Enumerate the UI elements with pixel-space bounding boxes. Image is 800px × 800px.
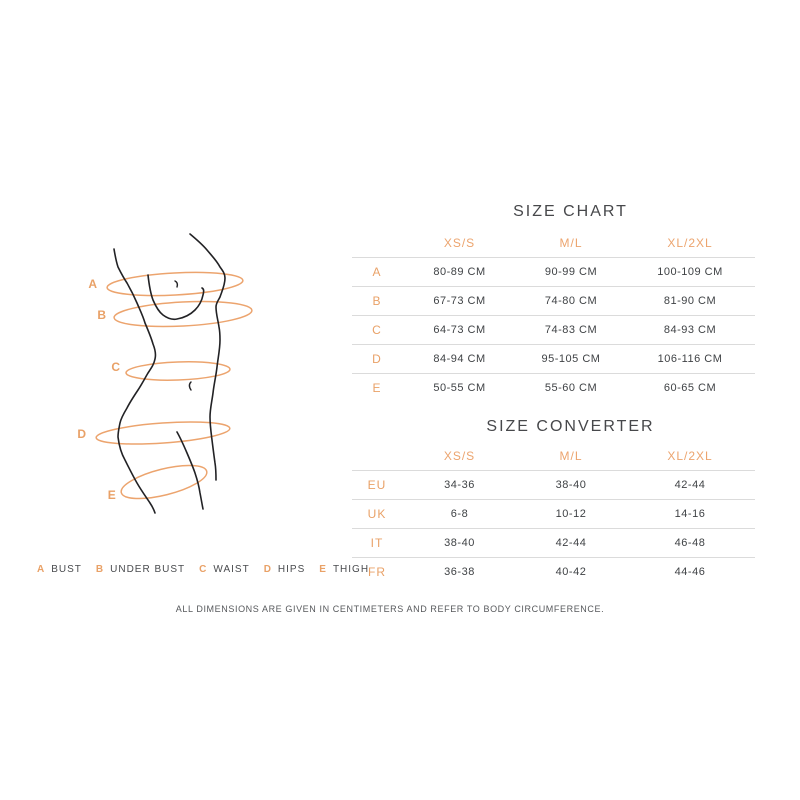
thigh-ring [118,459,210,506]
cell-value: 74-80 CM [544,295,598,307]
row-label: FR [368,565,386,579]
body-outline-right [190,234,225,480]
cell-value: 44-46 [674,566,706,578]
cell-value: 36-38 [444,566,475,578]
figure-marker-d: D [77,427,87,441]
legend-label: HIPS [277,563,306,575]
table-row-it [352,528,755,557]
cell-value: 81-90 CM [663,295,717,307]
cell-value: 106-116 CM [657,353,723,365]
size-chart-header-row [352,229,755,257]
table-row-c [352,315,755,344]
cell-value: 74-83 CM [544,324,598,336]
column-header-m-l: M/L [559,236,583,250]
row-label: E [372,381,382,395]
cell-value: 100-109 CM [657,266,723,278]
cell-value: 38-40 [444,537,475,549]
navel-mark [190,382,192,390]
nipple-mark [175,281,177,287]
figure-marker-a: A [88,277,98,291]
cell-value: 67-73 CM [433,295,486,307]
legend-letter: D [263,563,272,575]
legend-letter: C [199,563,208,575]
legend-item-under-bust [96,564,185,575]
table-row-e [352,373,755,402]
footnote: ALL DIMENSIONS ARE GIVEN IN CENTIMETERS AND REFER TO BODY CIRCUMFERENCE. [175,604,605,614]
legend-letter: A [37,563,46,575]
row-label: D [372,352,382,366]
size-converter-table [352,442,755,586]
row-label: B [372,294,382,308]
legend-label: WAIST [213,563,250,575]
row-label: EU [367,478,387,492]
column-header-xs-s: XS/S [443,449,476,463]
cell-value: 64-73 CM [433,324,486,336]
row-label: A [372,265,382,279]
table-row-b [352,286,755,315]
legend-item-hips [264,564,306,575]
inner-leg-line [177,432,203,509]
legend-label: BUST [51,563,82,575]
table-row-d [352,344,755,373]
cell-value: 42-44 [555,537,587,549]
figure-marker-b: B [97,308,107,322]
legend-item-waist [199,564,250,575]
table-row-fr [352,557,755,586]
body-measurement-diagram [30,225,320,535]
under-bust-ring [113,298,252,329]
cell-value: 50-55 CM [433,382,486,394]
cell-value: 84-93 CM [663,324,717,336]
legend-letter: B [95,563,105,575]
legend-label: THIGH [332,563,370,575]
cell-value: 40-42 [555,566,587,578]
legend-item-bust [37,564,82,575]
size-chart-section [352,202,755,402]
cell-value: 80-89 CM [433,266,486,278]
column-header-xl-2xl: XL/2XL [667,236,713,250]
size-chart-title: SIZE CHART [513,203,628,220]
table-row-a [352,257,755,286]
figure-marker-e: E [107,488,117,502]
figure-marker-c: C [111,360,121,374]
cell-value: 95-105 CM [541,353,601,365]
cell-value: 84-94 CM [433,353,486,365]
size-chart-table [352,229,755,402]
table-row-eu [352,470,755,499]
column-header-m-l: M/L [559,449,583,463]
column-header-xs-s: XS/S [443,236,476,250]
cell-value: 46-48 [674,537,706,549]
table-row-uk [352,499,755,528]
measurement-legend [37,561,369,577]
cell-value: 55-60 CM [544,382,598,394]
cell-value: 90-99 CM [544,266,598,278]
size-converter-header-row [352,442,755,470]
cell-value: 10-12 [555,508,587,520]
legend-label: UNDER BUST [110,563,186,575]
cell-value: 6-8 [450,508,469,520]
cell-value: 60-65 CM [663,382,717,394]
column-header-xl-2xl: XL/2XL [667,449,713,463]
size-converter-section [352,417,755,586]
cell-value: 14-16 [674,508,706,520]
row-label: C [372,323,382,337]
legend-letter: E [319,563,327,575]
size-converter-title: SIZE CONVERTER [486,418,655,435]
row-label: IT [370,536,384,550]
cell-value: 34-36 [444,479,475,491]
cell-value: 38-40 [555,479,587,491]
row-label: UK [367,507,387,521]
cell-value: 42-44 [674,479,706,491]
